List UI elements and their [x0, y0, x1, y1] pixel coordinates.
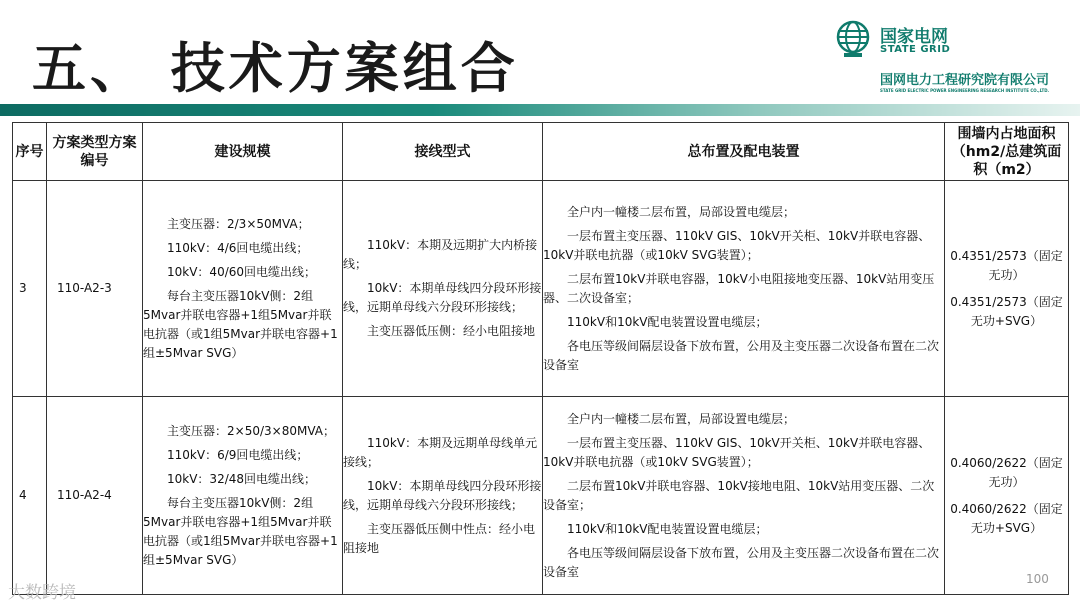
wiring-line: 主变压器低压侧中性点：经小电阻接地 [343, 521, 536, 555]
header-scale: 建设规模 [143, 123, 343, 181]
header-band [0, 104, 1080, 116]
row-wiring [343, 397, 543, 595]
row-layout [543, 397, 945, 595]
layout-line: 一层布置主变压器、110kV GIS、10kV开关柜、10kV并联电容器、10kV并联电抗器（或10kV SVG装置）； [543, 228, 931, 262]
row-seq: 4 [13, 397, 47, 595]
layout-line: 110kV和10kV配电装置设置电缆层； [567, 521, 768, 536]
area-line: 0.4351/2573（固定无功） [950, 248, 1063, 282]
table-row [13, 181, 1069, 397]
scale-line: 110kV：6/9回电缆出线； [167, 447, 309, 462]
row-seq: 3 [13, 181, 47, 397]
row-code: 110-A2-4 [47, 397, 143, 595]
slide-title: 五、 技术方案组合 [32, 37, 519, 100]
row-wiring [343, 181, 543, 397]
wiring-line: 10kV：本期单母线四分段环形接线，远期单母线六分段环形接线； [343, 281, 542, 314]
table-header-row [13, 123, 1069, 181]
wiring-line: 主变压器低压侧：经小电阻接地 [367, 324, 536, 338]
layout-line: 各电压等级间隔层设备下放布置，公用及主变压器二次设备布置在二次设备室 [543, 338, 940, 372]
scale-line: 10kV：32/48回电缆出线； [167, 471, 317, 486]
layout-line: 二层布置10kV并联电容器，10kV小电阻接地变压器、10kV站用变压器、二次设备室； [543, 271, 935, 305]
layout-line: 110kV和10kV配电装置设置电缆层； [567, 314, 768, 329]
header-area: 围墙内占地面积（hm2/总建筑面积（m2） [945, 123, 1069, 181]
logo-institute-english: STATE GRID ELECTRIC POWER ENGINEERING RESEARCH INSTITUTE CO.,LTD. [880, 88, 1050, 93]
wiring-line: 110kV：本期及远期单母线单元接线； [343, 435, 538, 469]
state-grid-globe-icon [836, 20, 870, 58]
header-seq: 序号 [13, 123, 47, 181]
layout-line: 各电压等级间隔层设备下放布置，公用及主变压器二次设备布置在二次设备室 [543, 545, 940, 579]
area-line: 0.4060/2622（固定无功） [950, 455, 1063, 489]
logo-chinese-name: 国家电网 [880, 27, 948, 47]
scheme-table [12, 122, 1069, 595]
scale-line: 主变压器：2/3×50MVA； [167, 216, 310, 231]
scale-line: 10kV：40/60回电缆出线； [167, 264, 317, 279]
row-area [945, 397, 1069, 595]
scale-line: 每台主变压器10kV侧：2组5Mvar并联电容器+1组5Mvar并联电抗器（或1组5Mvar并联电容器+1组±5Mvar SVG） [143, 288, 338, 360]
logo-english-name: STATE GRID [880, 44, 951, 55]
scale-line: 110kV：4/6回电缆出线； [167, 240, 309, 255]
layout-line: 全户内一幢楼二层布置，局部设置电缆层； [567, 411, 796, 426]
row-layout [543, 181, 945, 397]
page-number: 100 [1026, 572, 1049, 586]
scale-line: 主变压器：2×50/3×80MVA； [167, 423, 335, 438]
wiring-line: 110kV：本期及远期扩大内桥接线； [343, 238, 538, 271]
scale-line: 每台主变压器10kV侧：2组5Mvar并联电容器+1组5Mvar并联电抗器（或1组5Mvar并联电容器+1组±5Mvar SVG） [143, 495, 338, 567]
state-grid-logo [836, 20, 1072, 96]
layout-line: 二层布置10kV并联电容器、10kV接地电阻、10kV站用变压器、二次设备室； [543, 478, 935, 512]
row-code: 110-A2-3 [47, 181, 143, 397]
area-line: 0.4351/2573（固定无功+SVG） [950, 294, 1063, 328]
header-code: 方案类型方案编号 [47, 123, 143, 181]
header-wiring: 接线型式 [343, 123, 543, 181]
row-area [945, 181, 1069, 397]
table-row [13, 397, 1069, 595]
header-layout: 总布置及配电装置 [543, 123, 945, 181]
row-scale [143, 397, 343, 595]
watermark: 大数跨境 [8, 583, 76, 603]
area-line: 0.4060/2622（固定无功+SVG） [950, 501, 1063, 535]
logo-institute-name: 国网电力工程研究院有限公司 [880, 73, 1050, 88]
row-scale [143, 181, 343, 397]
layout-line: 全户内一幢楼二层布置，局部设置电缆层； [567, 204, 796, 219]
layout-line: 一层布置主变压器、110kV GIS、10kV开关柜、10kV并联电容器、10kV并联电抗器（或10kV SVG装置）； [543, 435, 931, 469]
wiring-line: 10kV：本期单母线四分段环形接线，远期单母线六分段环形接线； [343, 478, 542, 512]
